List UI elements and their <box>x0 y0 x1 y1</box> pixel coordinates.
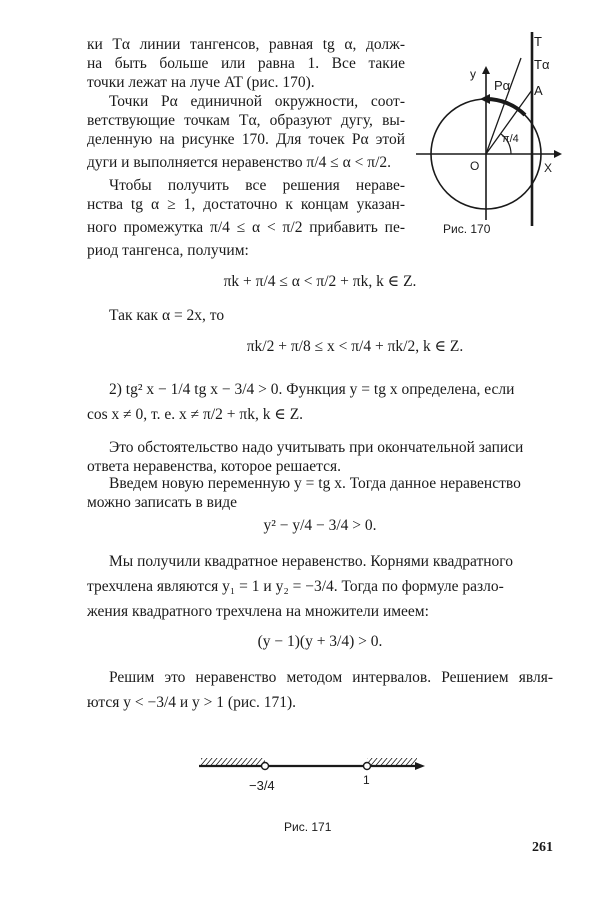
paragraph-8 <box>87 552 553 621</box>
open-point-left <box>262 763 269 770</box>
label-a: A <box>534 83 543 98</box>
label-o: O <box>470 159 480 173</box>
label-t: T <box>534 34 542 49</box>
paragraph-4 <box>87 306 553 325</box>
equation-2: πk/2 + π/8 ≤ x < π/4 + πk/2, k ∈ Z. <box>246 338 464 355</box>
figure-171 <box>195 748 435 818</box>
paragraph-line: риод тангенса, получим: <box>87 242 249 259</box>
label-one: 1 <box>363 773 370 787</box>
paragraph-line: Это обстоятельство надо учитывать при окончательной записи <box>109 439 524 456</box>
paragraph-line: ного промежутка π/4 ≤ α < π/2 прибавить пе- <box>87 219 405 236</box>
paragraph-9 <box>87 668 553 712</box>
label-y: y <box>470 67 476 81</box>
arc-arrow <box>480 94 490 104</box>
paragraph-line: можно записать в виде <box>87 494 238 511</box>
paragraph-line: трехчлена являются y₁ = 1 и y₂ = −3/4. Тогда по формуле разло- <box>87 578 504 595</box>
label-x: X <box>544 161 553 175</box>
paragraph-3 <box>87 176 405 260</box>
paragraph-line: точки лежат на луче AT (рис. 170). <box>87 74 315 91</box>
label-p-alpha: Pα <box>494 78 511 93</box>
label-angle: π/4 <box>502 133 519 145</box>
paragraph-line: ветствующие точкам Tα, образуют дугу, вы- <box>87 112 405 129</box>
paragraph-line: Чтобы получить все решения нераве- <box>109 177 405 194</box>
paragraph-line: 2) tg² x − 1/4 tg x − 3/4 > 0. Функция y = tg x определена, если <box>109 381 515 398</box>
figure-170-caption: Рис. 170 <box>443 222 491 236</box>
equation-3: y² − y/4 − 3/4 > 0. <box>263 517 377 534</box>
paragraph-1 <box>87 35 405 92</box>
paragraph-line: Мы получили квадратное неравенство. Корнями квадратного <box>109 553 514 570</box>
paragraph-line: cos x ≠ 0, т. е. x ≠ π/2 + πk, k ∈ Z. <box>87 406 304 423</box>
left-interval-hatch <box>201 758 265 765</box>
open-point-right <box>364 763 371 770</box>
paragraph-line: Решим это неравенство методом интервалов. Решением явля- <box>109 669 553 686</box>
number-line-arrow <box>415 762 425 770</box>
paragraph-line: жения квадратного трехчлена на множители имеем: <box>87 603 429 620</box>
equation-4: (y − 1)(y + 3/4) > 0. <box>257 633 383 650</box>
paragraph-line: ки Tα линии тангенсов, равная tg α, долж- <box>87 36 405 53</box>
paragraph-6 <box>87 438 553 476</box>
paragraph-line: ются y < −3/4 и y > 1 (рис. 171). <box>87 694 297 711</box>
paragraph-line: деленную на рисунке 170. Для точек Pα этой <box>87 131 405 148</box>
paragraph-line: Так как α = 2x, то <box>109 307 225 324</box>
label-t-alpha: Tα <box>534 57 550 72</box>
paragraph-line: на быть больше или равна 1. Все такие <box>87 55 405 72</box>
paragraph-line: Введем новую переменную y = tg x. Тогда данное неравенство <box>109 475 521 492</box>
paragraph-2 <box>87 92 405 172</box>
figure-170 <box>408 30 568 230</box>
right-interval-hatch <box>367 758 417 765</box>
label-minus-three-quarters: −3/4 <box>249 778 275 793</box>
equation-1: πk + π/4 ≤ α < π/2 + πk, k ∈ Z. <box>223 273 417 290</box>
paragraph-line: Точки Pα единичной окружности, соот- <box>109 93 405 110</box>
x-axis-arrow <box>554 150 562 158</box>
paragraph-line: ответа неравенства, которое решается. <box>87 458 341 475</box>
paragraph-line: нства tg α ≥ 1, достаточно к концам указан- <box>87 196 405 213</box>
page-number: 261 <box>532 840 553 855</box>
figure-171-caption: Рис. 171 <box>284 820 332 834</box>
paragraph-7 <box>87 474 553 512</box>
paragraph-5 <box>87 380 553 424</box>
paragraph-line: дуги и выполняется неравенство π/4 ≤ α < π/2. <box>87 154 391 171</box>
y-axis-arrow <box>482 66 490 74</box>
